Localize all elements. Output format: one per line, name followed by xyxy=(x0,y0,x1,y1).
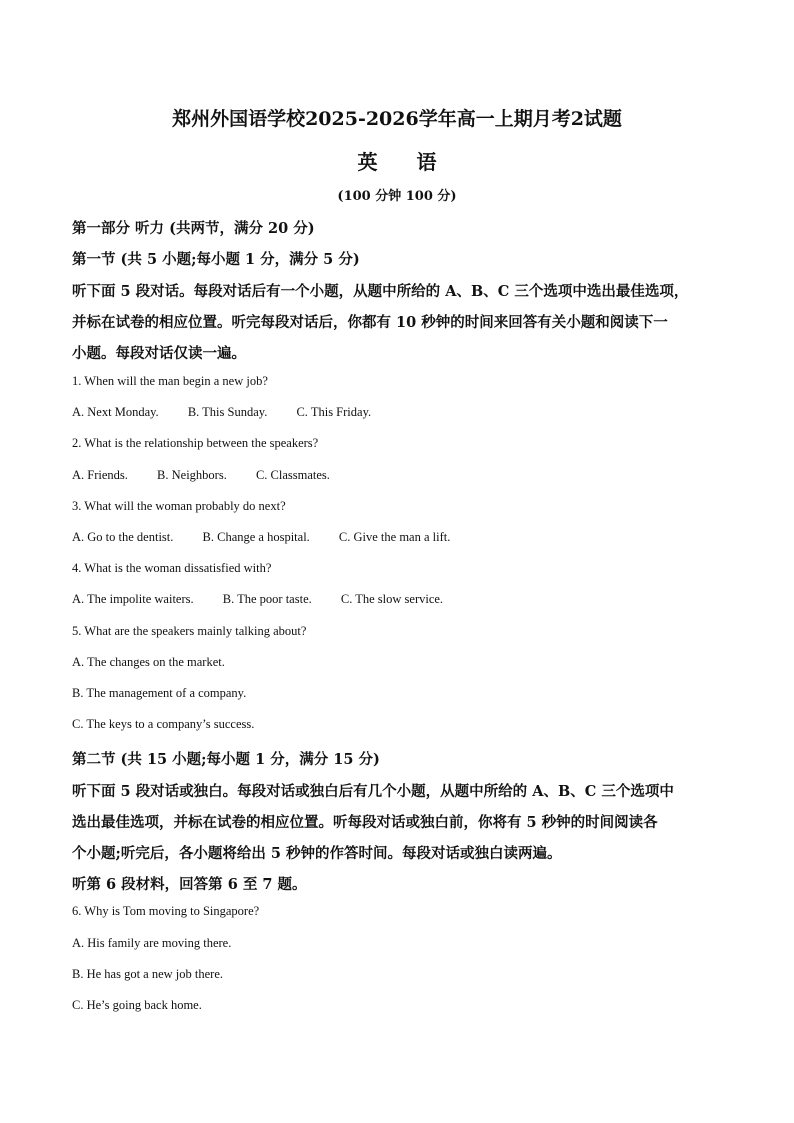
option-c: C. This Friday. xyxy=(296,405,372,419)
question-4: 4. What is the woman dissatisfied with? xyxy=(72,561,272,575)
section1-instruction-line: 并标在试卷的相应位置。听完每段对话后，你都有 10 秒钟的时间来回答有关小题和阅读下一 xyxy=(72,314,668,331)
part1-heading: 第一部分 听力 (共两节，满分 20 分) xyxy=(72,220,315,237)
question-2-options xyxy=(72,468,356,483)
question-3: 3. What will the woman probably do next? xyxy=(72,499,286,513)
option-b: B. He has got a new job there. xyxy=(72,967,224,981)
section1-instruction-line: 小题。每段对话仅读一遍。 xyxy=(72,345,246,362)
section2-instruction-line: 选出最佳选项，并标在试卷的相应位置。听每段对话或独白前，你将有 5 秒钟的时间阅读各 xyxy=(72,814,658,831)
section2-instruction-line: 听下面 5 段对话或独白。每段对话或独白后有几个小题，从题中所给的 A、B、C 三个选项中 xyxy=(72,783,674,800)
option-a: A. His family are moving there. xyxy=(72,936,232,950)
option-a: A. Next Monday. xyxy=(72,405,159,419)
option-b: B. Change a hospital. xyxy=(202,530,310,544)
option-a: A. Go to the dentist. xyxy=(72,530,174,544)
option-a: A. The impolite waiters. xyxy=(72,592,194,606)
option-b: B. The management of a company. xyxy=(72,686,247,700)
question-2: 2. What is the relationship between the speakers? xyxy=(72,436,319,450)
question-3-options xyxy=(72,530,476,545)
material-heading: 听第 6 段材料，回答第 6 至 7 题。 xyxy=(72,876,307,893)
option-c: C. The slow service. xyxy=(340,592,444,606)
option-c: C. Give the man a lift. xyxy=(338,530,451,544)
section2-instruction-line: 个小题;听完后，各小题将给出 5 秒钟的作答时间。每段对话或独白读两遍。 xyxy=(72,845,562,862)
section2-heading: 第二节 (共 15 小题;每小题 1 分，满分 15 分) xyxy=(72,751,380,768)
option-c: C. The keys to a company’s success. xyxy=(72,717,255,731)
option-b: B. This Sunday. xyxy=(187,405,268,419)
question-6: 6. Why is Tom moving to Singapore? xyxy=(72,904,260,918)
section1-heading: 第一节 (共 5 小题;每小题 1 分，满分 5 分) xyxy=(72,251,360,268)
option-c: C. He’s going back home. xyxy=(72,998,202,1012)
question-1-options xyxy=(72,405,397,420)
question-5: 5. What are the speakers mainly talking about? xyxy=(72,624,307,638)
subject-title: 英 语 xyxy=(357,150,453,174)
option-a: A. The changes on the market. xyxy=(72,655,225,669)
option-a: A. Friends. xyxy=(72,468,128,482)
exam-title: 郑州外国语学校2025-2026学年高一上期月考2试题 xyxy=(172,108,622,130)
exam-meta: (100 分钟 100 分) xyxy=(337,189,457,204)
option-c: C. Classmates. xyxy=(255,468,330,482)
question-1: 1. When will the man begin a new job? xyxy=(72,374,268,388)
option-b: B. Neighbors. xyxy=(157,468,227,482)
option-b: B. The poor taste. xyxy=(222,592,312,606)
section1-instruction-line: 听下面 5 段对话。每段对话后有一个小题，从题中所给的 A、B、C 三个选项中选出最佳选项， xyxy=(72,283,689,300)
question-4-options xyxy=(72,592,469,607)
